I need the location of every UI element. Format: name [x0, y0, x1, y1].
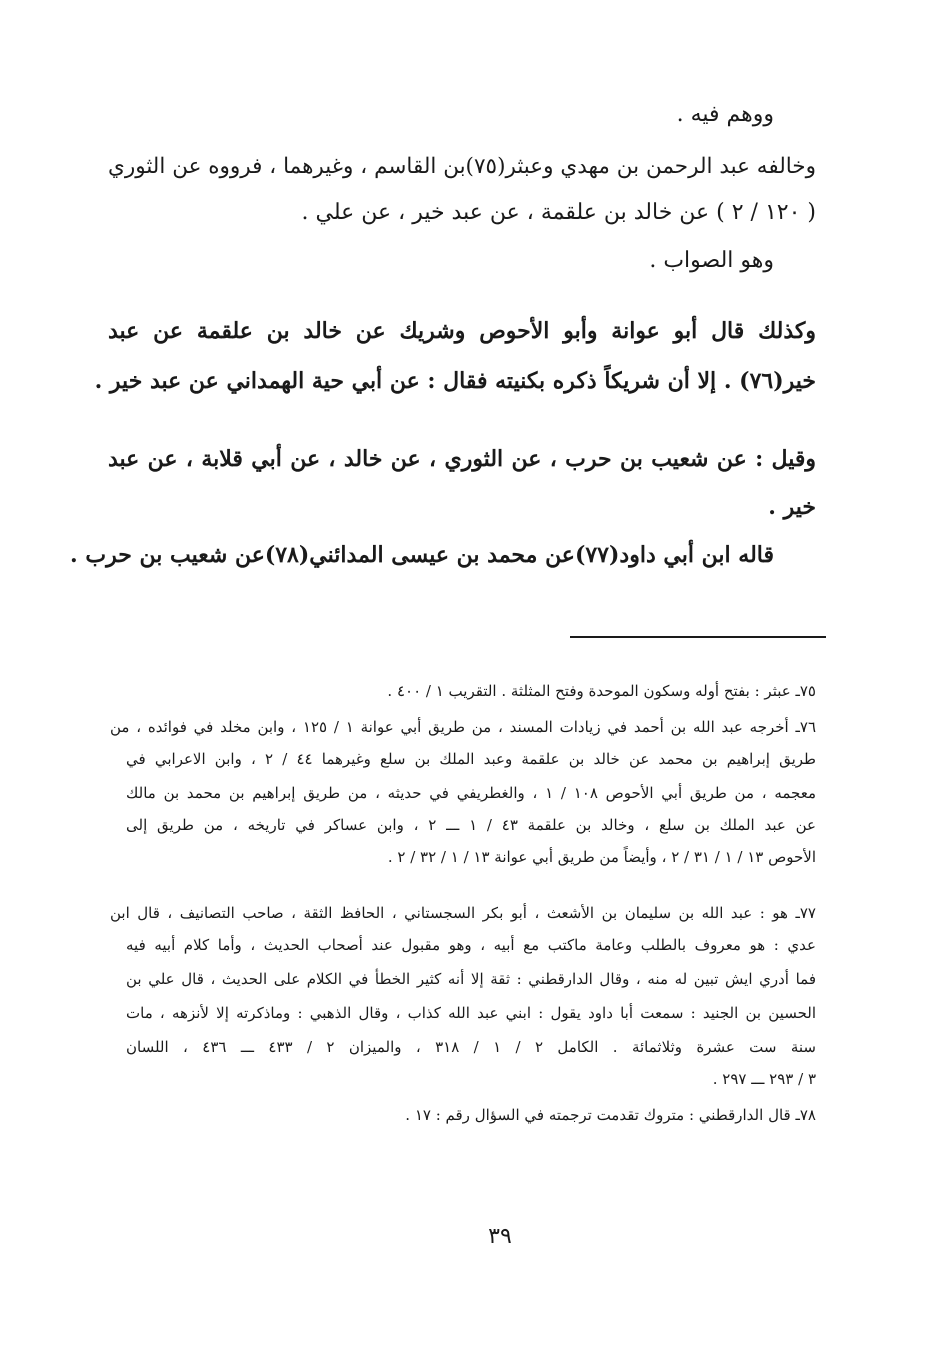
footnote-76-line-5: الأحوص ١٣ / ١ / ٣١ / ٢ ، وأيضاً من طريق أبي عوانة ١٣ / ١ / ٣٢ / ٢ . [387, 848, 816, 866]
footnote-divider [570, 636, 826, 638]
footnote-76-line-4: عن عبد الملك بن سلع ، وخالد بن علقمة ٤٣ / ١ ـــ ٢ ، وابن عساكر في تاريخه ، من طريق إلى [126, 816, 816, 834]
main-line-8: خير . [768, 494, 816, 520]
footnote-76-line-3: معجمه ، من طريق أبي الأحوص ١٠٨ / ١ ، والغطريفي في حديثه ، من طريق إبراهيم بن محمد بن مالك [126, 784, 816, 802]
footnote-76-line-1: ٧٦ـ أخرجه عبد الله بن أحمد في زيادات المسند ، من طريق أبي عوانة ١ / ١٢٥ ، وابن مخلد في فوائده ، من [110, 718, 817, 736]
footnote-77-line-2: عدي : هو معروف بالطلب وعامة ماكتب مع أبيه ، وهو مقبول عند أصحاب الحديث ، وأما كلام أبيه فيه [126, 936, 816, 954]
footnote-77-line-1: ٧٧ـ هو : عبد الله بن سليمان بن الأشعث ، أبو بكر السجستاني ، الحافظ الثقة ، صاحب التصانيف ، قال ابن [110, 904, 816, 922]
main-line-1: ووهم فيه . [676, 102, 774, 127]
footnote-76-line-2: طريق إبراهيم بن محمد عن خالد بن علقمة وعبد الملك بن سلع وغيرهما ٤٤ / ٢ ، وابن الاعرابي في [126, 750, 816, 768]
footnote-77-line-4: الحسين بن الجنيد : سمعت أبا داود يقول : ابني عبد الله كذاب ، وقال الذهبي : وماذكرته إلا لأنزهه ، مات [126, 1004, 816, 1022]
main-line-6: خير(٧٦) . إلا أن شريكاً ذكره بكنيته فقال : عن أبي حية الهمداني عن عبد خير . [94, 368, 816, 394]
main-line-2: وخالفه عبد الرحمن بن مهدي وعبثر(٧٥)بن القاسم ، وغيرهما ، فرووه عن الثوري [108, 154, 816, 179]
main-line-5: وكذلك قال أبو عوانة وأبو الأحوص وشريك عن خالد بن علقمة عن عبد [108, 318, 816, 344]
page-number: ٣٩ [488, 1224, 512, 1249]
footnote-77-line-5: سنة ست عشرة وثلاثمائة . الكامل ٢ / ١ / ٣١٨ ، والميزان ٢ / ٤٣٣ ـــ ٤٣٦ ، اللسان [126, 1038, 816, 1056]
footnote-78: ٧٨ـ قال الدارقطني : متروك تقدمت ترجمته في السؤال رقم : ١٧ . [405, 1106, 816, 1124]
footnote-75: ٧٥ـ عبثر : بفتح أوله وسكون الموحدة وفتح المثلثة . التقريب ١ / ٤٠٠ . [387, 682, 816, 700]
footnote-77-line-3: فما أدري ايش تبين له منه ، وقال الدارقطني : ثقة إلا أنه كثير الخطأ في الكلام على الحديث ، قال علي بن [126, 970, 816, 988]
main-line-4: وهو الصواب . [649, 248, 774, 273]
main-line-9: قاله ابن أبي داود(٧٧)عن محمد بن عيسى المدائني(٧٨)عن شعيب بن حرب . [70, 542, 774, 568]
main-line-7: وقيل : عن شعيب بن حرب ، عن الثوري ، عن خالد ، عن أبي قلابة ، عن عبد [108, 446, 816, 472]
main-line-3: ( ١٢٠ / ٢ ) عن خالد بن علقمة ، عن عبد خير ، عن علي . [301, 200, 816, 225]
footnote-77-line-6: ٣ / ٢٩٣ ـــ ٢٩٧ . [712, 1070, 816, 1088]
